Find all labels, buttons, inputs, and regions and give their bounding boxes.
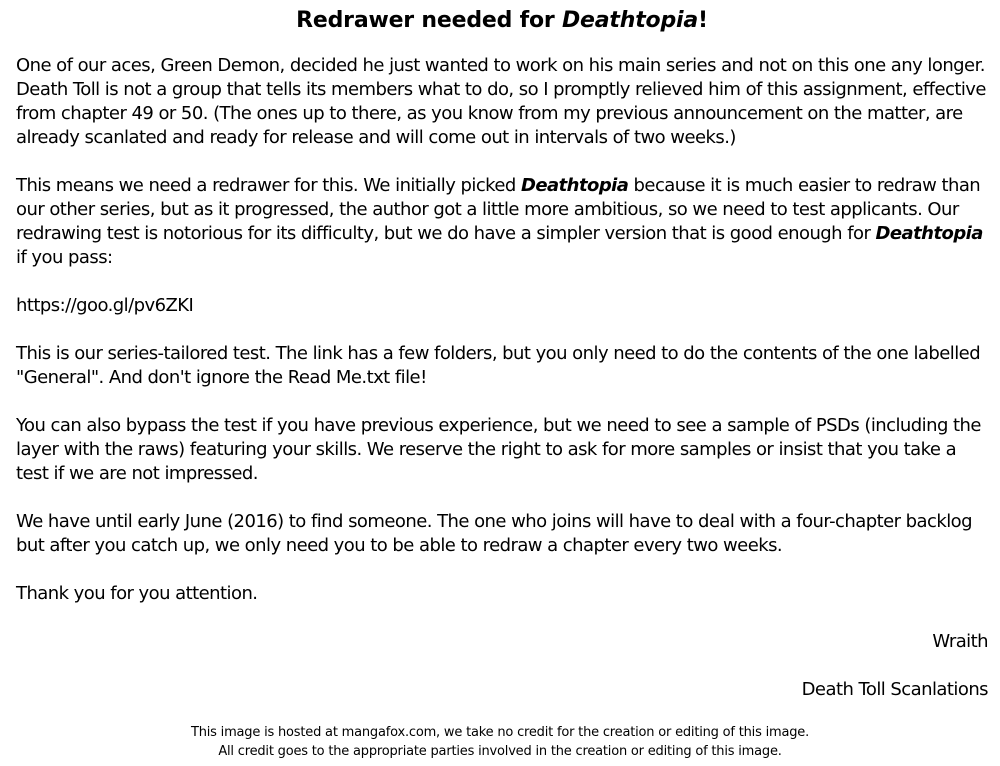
paragraph-text: if you pass: bbox=[16, 247, 113, 268]
paragraph-test-instructions: This is our series-tailored test. The link has a few folders, but you only need to do the contents of the one labelled "General". And don't ignore the Read Me.txt file! bbox=[16, 343, 981, 388]
title-suffix: ! bbox=[697, 8, 708, 33]
paragraph-text: This means we need a redrawer for this. We initially picked bbox=[16, 175, 521, 196]
series-name: Deathtopia bbox=[875, 223, 983, 244]
announcement-page bbox=[16, 0, 988, 766]
paragraph-green-demon: One of our aces, Green Demon, decided he just wanted to work on his main series and not on this one any longer. Death Toll is not a group that tells its members what to do, so I promptly relieved him of this assignment, effective from chapter 49 or 50. (The ones up to there, as you know from my previous announcement on the matter, are already scanlated and ready for release and will come out in intervals of two weeks.) bbox=[16, 55, 986, 148]
signature-name: Wraith bbox=[932, 631, 988, 652]
title-series-name: Deathtopia bbox=[562, 8, 698, 33]
paragraph-thanks: Thank you for you attention. bbox=[16, 583, 258, 604]
signature-group: Death Toll Scanlations bbox=[801, 679, 988, 700]
paragraph-text: because it is much easier to redraw than our other series, but as it progressed, the author got a little more ambitious, so we need to test applicants. Our redrawing test is notorious for its difficulty, but we do have a simpler version that is good enough for bbox=[16, 175, 981, 244]
disclaimer-line-1: This image is hosted at mangafox.com, we take no credit for the creation or editing of this image. bbox=[190, 725, 810, 740]
paragraph-need-redrawer bbox=[16, 174, 988, 270]
announcement-body bbox=[16, 54, 988, 702]
paragraph-bypass-test: You can also bypass the test if you have previous experience, but we need to see a sample of PSDs (including the layer with the raws) featuring your skills. We reserve the right to ask for more samples or insist that you take a test if we are not impressed. bbox=[16, 415, 981, 484]
disclaimer-line-2: All credit goes to the appropriate parties involved in the creation or editing of this image. bbox=[218, 744, 782, 759]
series-name: Deathtopia bbox=[520, 175, 629, 196]
test-link: https://goo.gl/pv6ZKI bbox=[16, 295, 194, 316]
page-title bbox=[16, 6, 988, 36]
hosting-disclaimer bbox=[0, 723, 1000, 761]
title-prefix: Redrawer needed for bbox=[296, 8, 562, 33]
paragraph-deadline: We have until early June (2016) to find someone. The one who joins will have to deal with a four-chapter backlog but after you catch up, we only need you to be able to redraw a chapter every two weeks. bbox=[16, 511, 972, 556]
